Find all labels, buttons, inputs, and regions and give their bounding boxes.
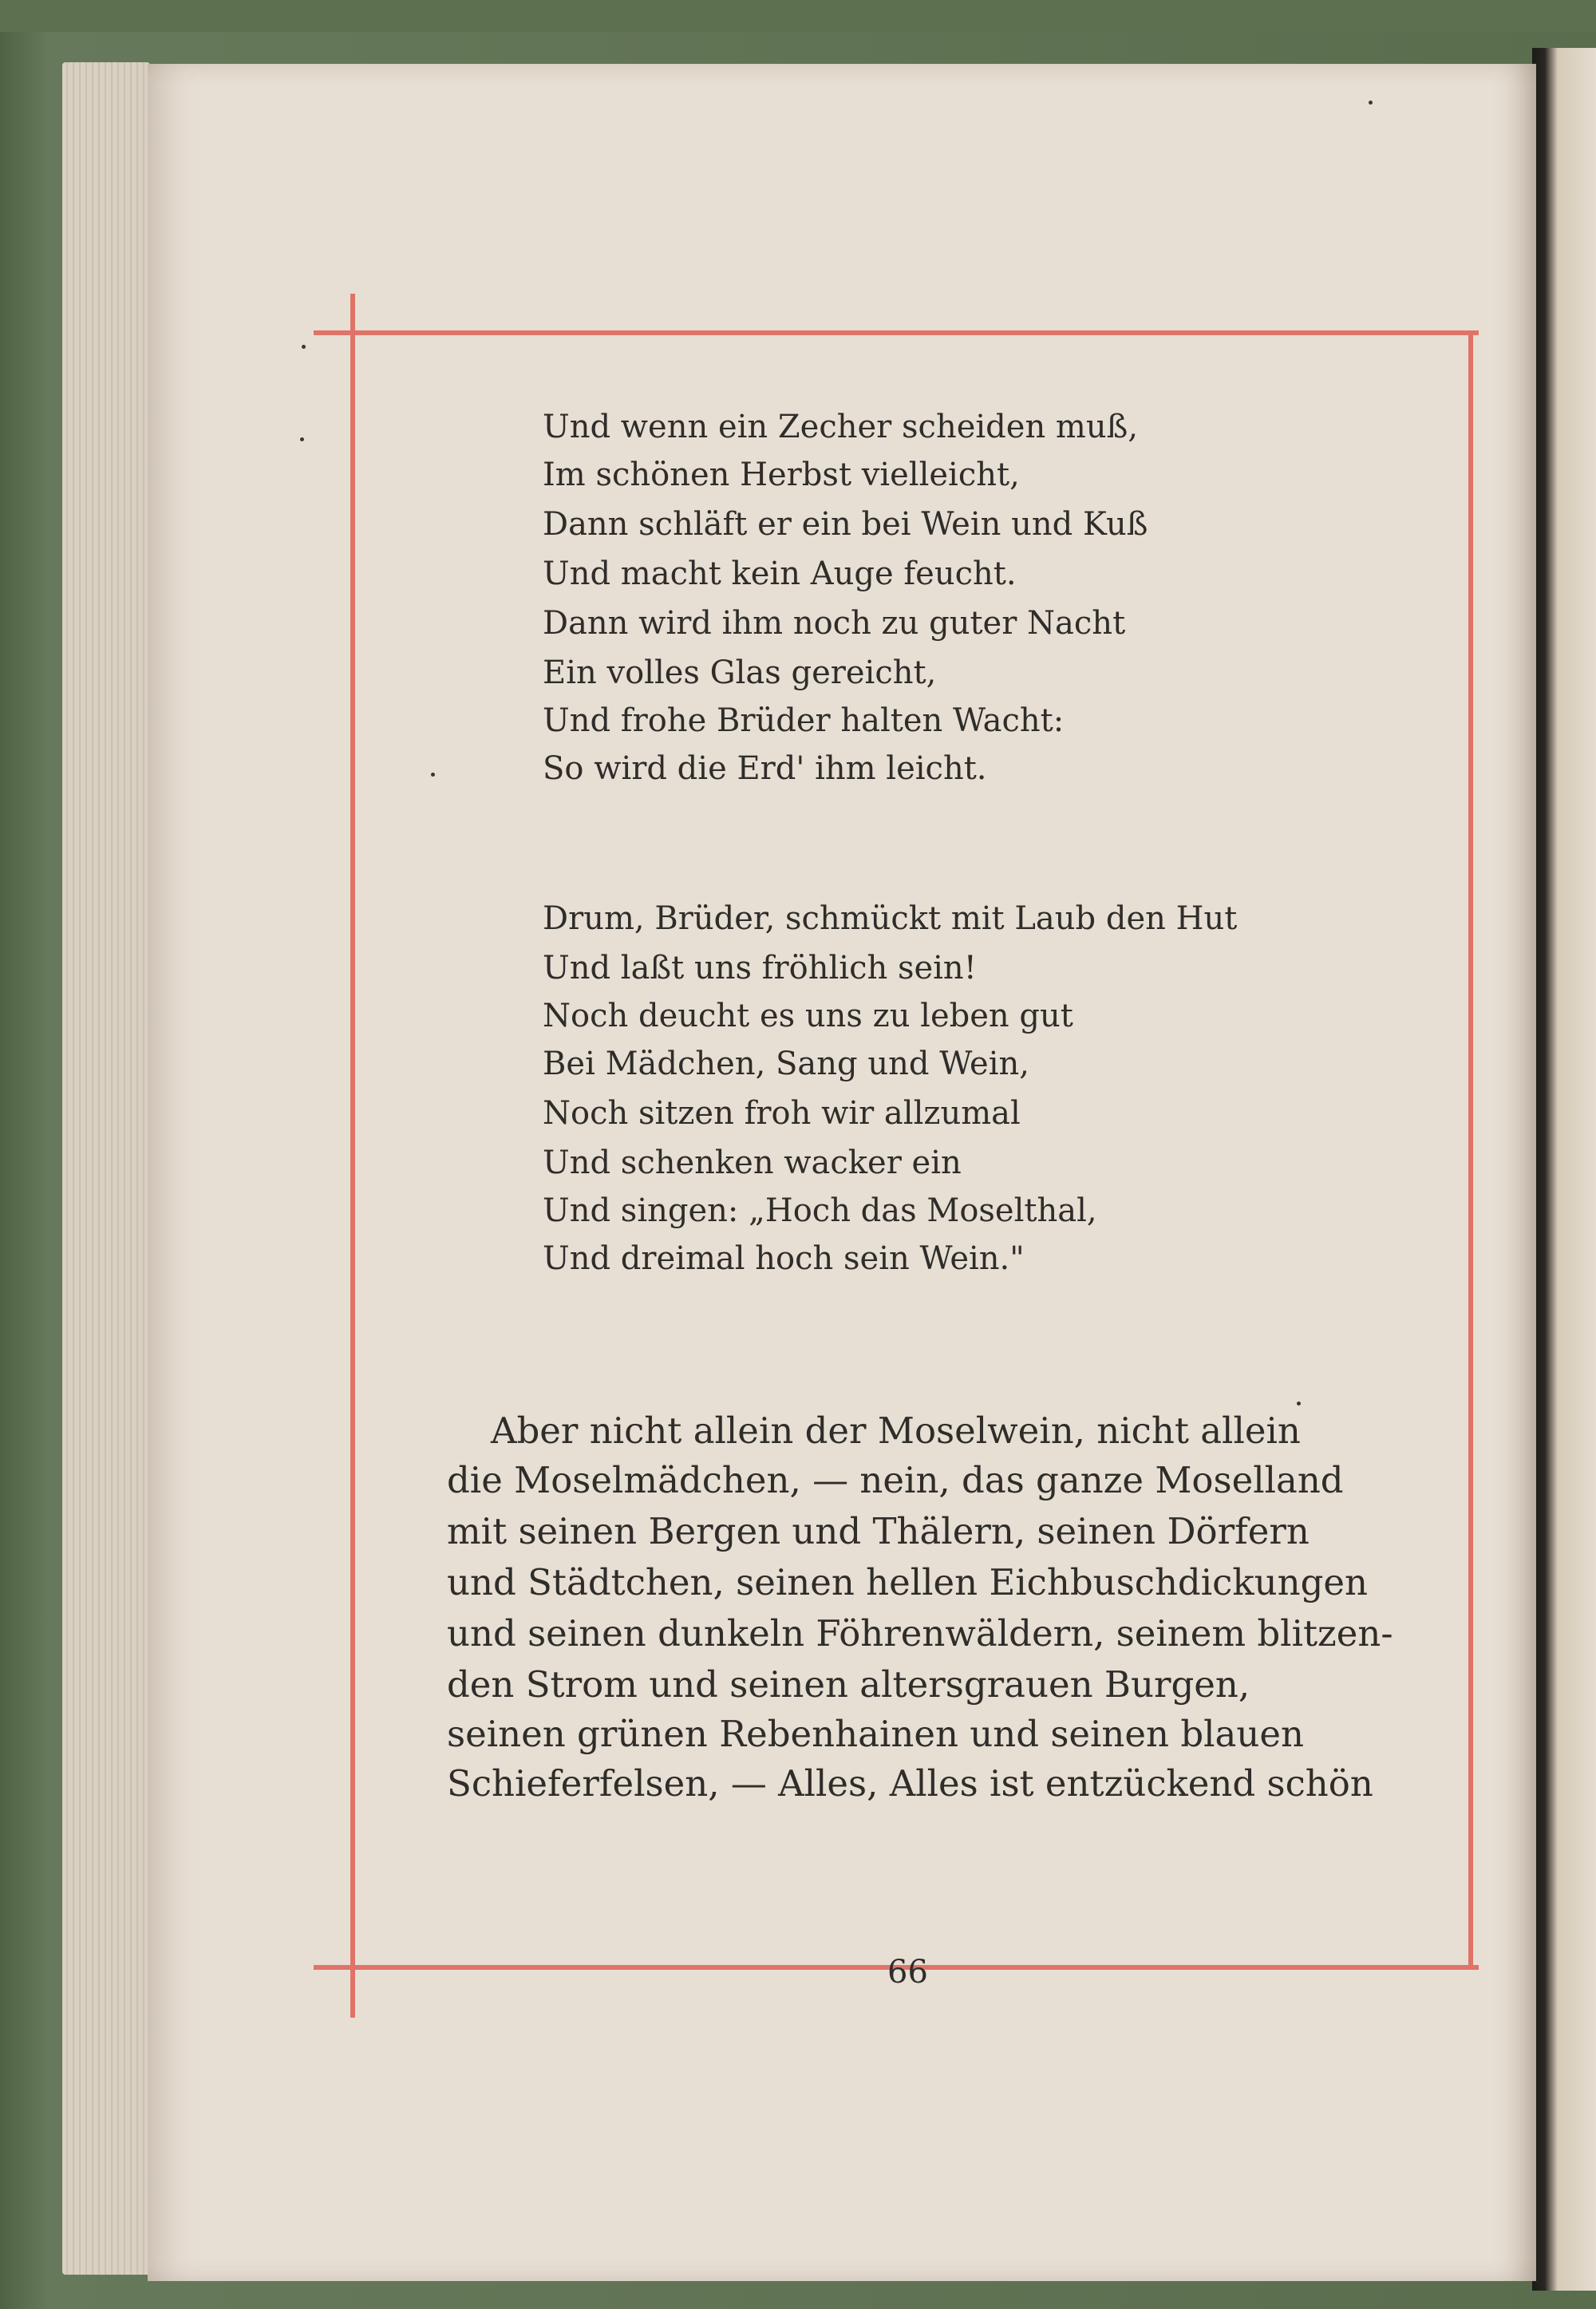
facing-page-edge xyxy=(1532,48,1596,2291)
stanza-1-line-3: Dann schläft er ein bei Wein und Kuß xyxy=(543,506,1148,543)
stanza-1-line-7: Und frohe Brüder halten Wacht: xyxy=(543,702,1065,739)
stanza-1-line-4: Und macht kein Auge feucht. xyxy=(543,556,1017,592)
stanza-2-line-2: Und laßt uns fröhlich sein! xyxy=(543,950,977,986)
frame-top-rule xyxy=(314,330,1479,335)
dust-speck xyxy=(1369,101,1373,105)
frame-right-rule xyxy=(1468,330,1473,1970)
stanza-2-line-7: Und singen: „Hoch das Moselthal, xyxy=(543,1192,1097,1229)
stanza-1-line-5: Dann wird ihm noch zu guter Nacht xyxy=(543,605,1126,642)
stanza-2-line-1: Drum, Brüder, schmückt mit Laub den Hut xyxy=(543,900,1238,937)
dust-speck xyxy=(302,345,306,349)
prose-line-6: den Strom und seinen altersgrauen Burgen, xyxy=(447,1663,1250,1706)
prose-line-7: seinen grünen Rebenhainen und seinen blauen xyxy=(447,1713,1304,1755)
stanza-1-line-6: Ein volles Glas gereicht, xyxy=(543,654,937,691)
stanza-2-line-6: Und schenken wacker ein xyxy=(543,1145,962,1181)
stanza-1-line-8: So wird die Erd' ihm leicht. xyxy=(543,750,987,787)
stanza-2-line-8: Und dreimal hoch sein Wein." xyxy=(543,1240,1025,1277)
page-stack-edges xyxy=(62,62,150,2275)
stanza-2-line-3: Noch deucht es uns zu leben gut xyxy=(543,998,1073,1034)
dust-speck xyxy=(431,773,435,777)
prose-line-2: die Moselmädchen, — nein, das ganze Moselland xyxy=(447,1459,1344,1501)
book-cover-top-edge xyxy=(0,0,1596,32)
prose-line-1: Aber nicht allein der Moselwein, nicht allein xyxy=(491,1410,1301,1452)
prose-line-8: Schieferfelsen, — Alles, Alles ist entzückend schön xyxy=(447,1762,1373,1805)
stanza-2-line-4: Bei Mädchen, Sang und Wein, xyxy=(543,1046,1029,1082)
page-number: 66 xyxy=(887,1954,928,1991)
stanza-1-line-2: Im schönen Herbst vielleicht, xyxy=(543,457,1020,493)
prose-line-5: und seinen dunkeln Föhrenwäldern, seinem blitzen- xyxy=(447,1612,1393,1655)
stanza-2-line-5: Noch sitzen froh wir allzumal xyxy=(543,1095,1021,1132)
frame-left-rule xyxy=(350,294,355,2018)
stanza-1-line-1: Und wenn ein Zecher scheiden muß, xyxy=(543,409,1139,445)
dust-speck xyxy=(300,437,304,441)
prose-line-3: mit seinen Bergen und Thälern, seinen Dörfern xyxy=(447,1510,1310,1552)
dust-speck xyxy=(1297,1402,1301,1406)
prose-line-4: und Städtchen, seinen hellen Eichbuschdickungen xyxy=(447,1561,1368,1603)
